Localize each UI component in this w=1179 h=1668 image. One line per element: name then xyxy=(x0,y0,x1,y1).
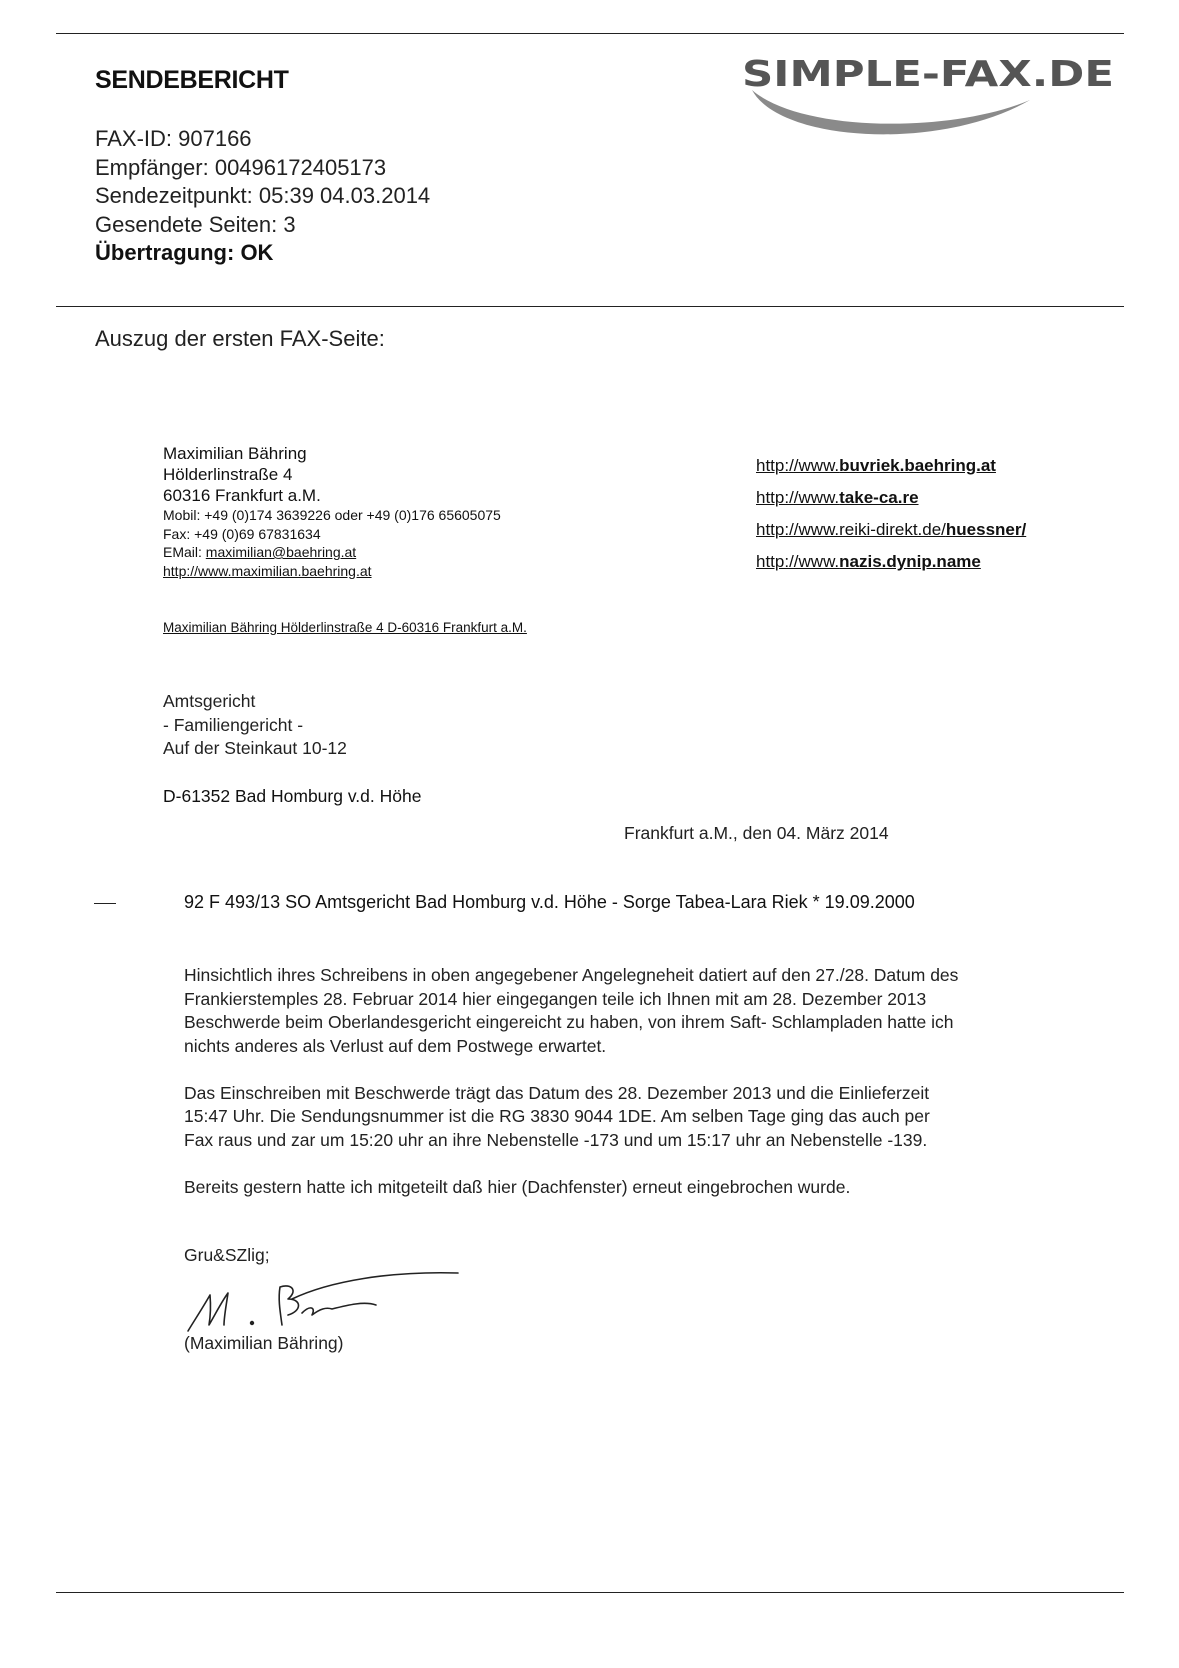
sender-name: Maximilian Bähring xyxy=(163,444,307,463)
fax-id: FAX-ID: 907166 xyxy=(95,126,252,151)
send-time: Sendezeitpunkt: 05:39 04.03.2014 xyxy=(95,183,431,208)
paragraph-line: Beschwerde beim Oberlandesgericht eingereicht zu haben, von ihrem Saft- Schlampladen hatte ich xyxy=(184,1012,954,1032)
return-address: Maximilian Bähring Hölderlinstraße 4 D-60316 Frankfurt a.M. xyxy=(163,620,527,635)
recipient-line1: Amtsgericht xyxy=(163,691,256,711)
report-title: SENDEBERICHT xyxy=(95,66,289,94)
handwritten-signature xyxy=(180,1265,470,1340)
sender-mobile: Mobil: +49 (0)174 3639226 oder +49 (0)176 65605075 xyxy=(163,507,501,523)
paragraph-line: Frankierstemples 28. Februar 2014 hier eingegangen teile ich Ihnen mit am 28. Dezember 2013 xyxy=(184,988,927,1009)
link-buvriek[interactable] xyxy=(756,450,1026,482)
bottom-rule xyxy=(56,1592,1124,1593)
logo-text: SIMPLE-FAX.DE xyxy=(742,54,1114,95)
paragraph-line: Hinsichtlich ihres Schreibens in oben angegebener Angelegneheit datiert auf den 27./28. Datum des xyxy=(184,965,959,985)
link-prefix: http://www. xyxy=(756,552,840,571)
report-details xyxy=(95,125,430,268)
paragraph-3 xyxy=(184,1176,1054,1200)
recipient-line2: - Familiengericht - xyxy=(163,714,304,735)
recipient-line3: Auf der Steinkaut 10-12 xyxy=(163,738,347,758)
fold-mark xyxy=(94,903,116,904)
sender-email-label: EMail: xyxy=(163,544,206,560)
sender-block xyxy=(163,443,501,580)
link-domain: nazis.dynip.name xyxy=(839,552,981,571)
greeting: Gru&SZlig; xyxy=(184,1245,270,1265)
link-domain: take-ca.re xyxy=(839,488,919,507)
letter-body xyxy=(184,964,1054,1223)
link-reiki-direkt[interactable] xyxy=(756,514,1026,546)
paragraph-line: 15:47 Uhr. Die Sendungsnummer ist die RG 3830 9044 1DE. Am selben Tage ging das auch per xyxy=(184,1106,930,1126)
link-domain: buvriek.baehring.at xyxy=(839,456,996,475)
paragraph-line: Das Einschreiben mit Beschwerde trägt das Datum des 28. Dezember 2013 und die Einlieferzeit xyxy=(184,1082,930,1103)
recipient-number: Empfänger: 00496172405173 xyxy=(95,154,387,180)
letter-date: Frankfurt a.M., den 04. März 2014 xyxy=(624,823,889,843)
sender-email-link[interactable]: maximilian@baehring.at xyxy=(205,544,357,560)
middle-rule xyxy=(56,306,1124,307)
sender-street: Hölderlinstraße 4 xyxy=(163,465,293,484)
paragraph-line: Fax raus und zar um 15:20 uhr an ihre Nebenstelle -173 und um 15:17 uhr an Nebenstelle -139. xyxy=(184,1129,928,1150)
pages-sent: Gesendete Seiten: 3 xyxy=(95,211,296,237)
paragraph-line: Bereits gestern hatte ich mitgeteilt daß hier (Dachfenster) erneut eingebrochen wurde. xyxy=(184,1176,851,1197)
top-rule xyxy=(56,33,1124,34)
links-block xyxy=(756,450,1026,578)
signer-name: (Maximilian Bähring) xyxy=(184,1333,344,1353)
link-prefix: http://www. xyxy=(756,456,840,475)
paragraph-1 xyxy=(184,964,1054,1058)
sender-website-link[interactable]: http://www.maximilian.baehring.at xyxy=(163,562,372,579)
paragraph-line: nichts anderes als Verlust auf dem Postwege erwartet. xyxy=(184,1035,607,1056)
sender-fax: Fax: +49 (0)69 67831634 xyxy=(163,525,321,542)
link-domain: huessner/ xyxy=(945,520,1027,539)
link-prefix: http://www.reiki-direkt.de/ xyxy=(756,520,946,539)
letter-subject: 92 F 493/13 SO Amtsgericht Bad Homburg v.d. Höhe - Sorge Tabea-Lara Riek * 19.09.2000 xyxy=(184,892,915,912)
recipient-city: D-61352 Bad Homburg v.d. Höhe xyxy=(163,786,422,806)
sender-email-line xyxy=(163,543,501,562)
recipient-address xyxy=(163,690,347,761)
sender-city: 60316 Frankfurt a.M. xyxy=(163,486,321,505)
transmission-status: Übertragung: OK xyxy=(95,240,274,265)
link-nazis-dynip[interactable] xyxy=(756,546,1026,578)
link-prefix: http://www. xyxy=(756,488,840,507)
link-take-ca[interactable] xyxy=(756,482,1026,514)
paragraph-2 xyxy=(184,1082,1054,1153)
simple-fax-logo xyxy=(740,52,1120,142)
excerpt-label: Auszug der ersten FAX-Seite: xyxy=(95,326,385,351)
